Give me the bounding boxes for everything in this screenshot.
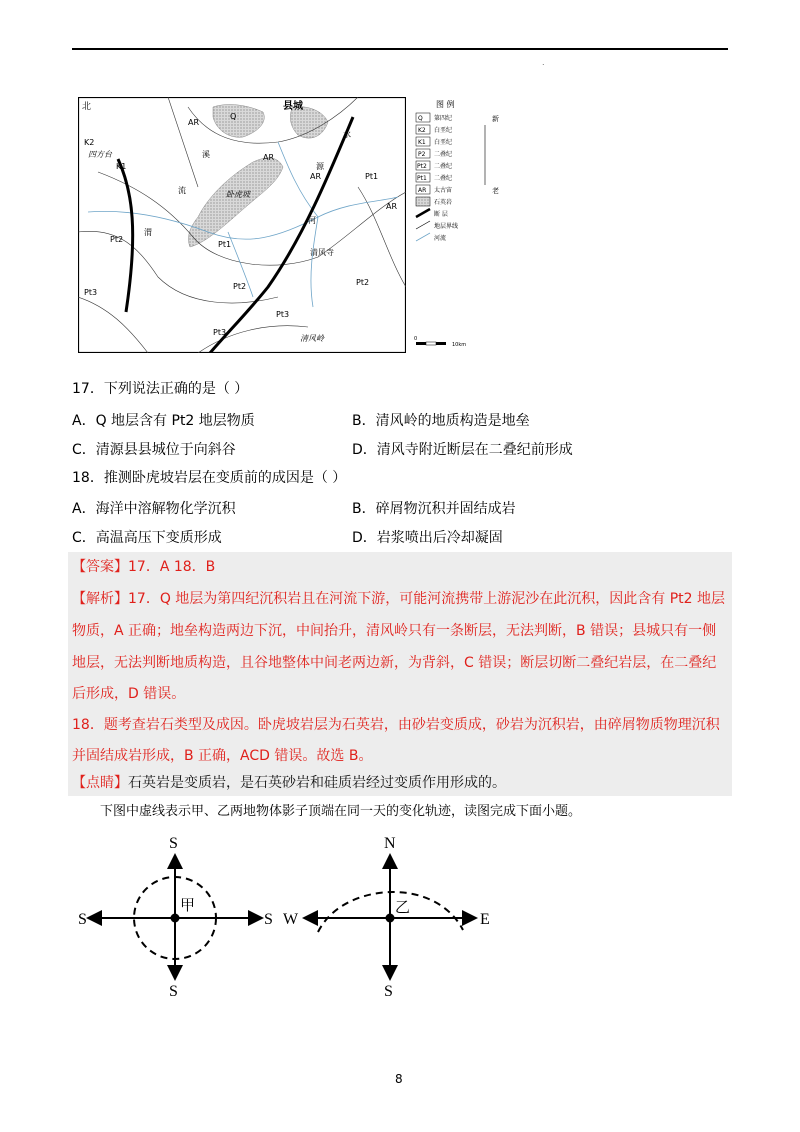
map-county-label: 县城 bbox=[283, 101, 303, 112]
svg-text:卧虎坡: 卧虎坡 bbox=[226, 190, 250, 199]
svg-text:K2: K2 bbox=[418, 127, 426, 134]
svg-text:清风寺: 清风寺 bbox=[310, 248, 334, 257]
svg-text:Q: Q bbox=[230, 112, 237, 121]
q17-option-a: A．Q 地层含有 Pt2 地层物质 bbox=[72, 413, 255, 429]
svg-text:AR: AR bbox=[263, 153, 275, 162]
svg-text:二叠纪: 二叠纪 bbox=[434, 151, 453, 158]
svg-text:AR: AR bbox=[418, 187, 427, 194]
svg-text:四方台: 四方台 bbox=[88, 150, 112, 159]
svg-text:二叠纪: 二叠纪 bbox=[434, 163, 453, 170]
svg-text:0: 0 bbox=[414, 336, 418, 342]
svg-text:AR: AR bbox=[386, 202, 398, 211]
comment-text: 石英岩是变质岩，是石英砂岩和硅质岩经过变质作用形成的。 bbox=[128, 775, 506, 791]
q18-option-a: A．海洋中溶解物化学沉积 bbox=[72, 501, 236, 517]
answer-text: 17．A 18．B bbox=[128, 559, 216, 575]
analysis-line-3: 地层，无法判断地质构造，且谷地整体中间老两边新，为背斜，C 错误；断层切断二叠纪岩层，在二叠纪 bbox=[72, 655, 717, 671]
svg-text:地层界线: 地层界线 bbox=[434, 223, 459, 230]
svg-text:K1: K1 bbox=[116, 162, 127, 171]
jia-bottom-label: S bbox=[169, 983, 178, 1000]
svg-text:10km: 10km bbox=[452, 342, 467, 348]
svg-text:第四纪: 第四纪 bbox=[434, 115, 453, 122]
svg-text:渭: 渭 bbox=[144, 228, 152, 237]
svg-text:老: 老 bbox=[492, 187, 499, 195]
svg-text:AR: AR bbox=[188, 118, 200, 127]
comment-tag: 【点睛】 bbox=[72, 775, 128, 791]
q18-option-d: D．岩浆喷出后冷却凝固 bbox=[352, 530, 503, 546]
map-legend bbox=[412, 97, 502, 353]
yi-right-label: E bbox=[480, 911, 490, 928]
header-rule bbox=[72, 48, 728, 50]
svg-text:图 例: 图 例 bbox=[436, 100, 455, 109]
svg-text:流: 流 bbox=[178, 186, 186, 195]
svg-text:K1: K1 bbox=[418, 139, 426, 146]
analysis-line-2: 物质，A 正确；地垒构造两边下沉，中间抬升，清风岭只有一条断层，无法判断，B 错误；县城只有一侧 bbox=[72, 623, 717, 639]
svg-text:P2: P2 bbox=[418, 151, 426, 158]
svg-text:太古宙: 太古宙 bbox=[434, 187, 453, 194]
analysis-line-5: 18．题考查岩石类型及成因。卧虎坡岩层为石英岩，由砂岩变质成，砂岩为沉积岩，由碎屑物质物理沉积 bbox=[72, 717, 720, 733]
analysis-line-4: 后形成，D 错误。 bbox=[72, 686, 186, 702]
svg-text:断 层: 断 层 bbox=[434, 211, 448, 218]
svg-text:水: 水 bbox=[343, 130, 351, 139]
svg-text:Pt1: Pt1 bbox=[218, 240, 232, 249]
svg-text:白垩纪: 白垩纪 bbox=[434, 127, 453, 134]
svg-text:新: 新 bbox=[492, 115, 499, 123]
svg-text:河: 河 bbox=[308, 216, 316, 225]
svg-text:溪: 溪 bbox=[202, 150, 210, 159]
header-mark: . bbox=[542, 58, 545, 67]
svg-text:Pt3: Pt3 bbox=[84, 288, 98, 297]
q17-option-b: B．清风岭的地质构造是地垒 bbox=[352, 413, 530, 429]
q18-stem: 18．推测卧虎坡岩层在变质前的成因是（ ） bbox=[72, 470, 347, 486]
answer-line bbox=[72, 557, 215, 577]
svg-text:Pt3: Pt3 bbox=[213, 328, 227, 337]
svg-text:AR: AR bbox=[310, 172, 322, 181]
svg-text:K2: K2 bbox=[84, 138, 95, 147]
q17-option-c: C．清源县县城位于向斜谷 bbox=[72, 442, 236, 458]
svg-text:Pt2: Pt2 bbox=[110, 235, 124, 244]
svg-text:Q: Q bbox=[418, 115, 423, 122]
jia-left-label: S bbox=[78, 911, 87, 928]
svg-text:源: 源 bbox=[316, 162, 324, 171]
page-number: 8 bbox=[395, 1072, 403, 1086]
analysis-line-1: 【解析】17．Q 地层为第四纪沉积岩且在河流下游，可能河流携带上游泥沙在此沉积，因此含有 Pt2 地层 bbox=[72, 591, 726, 607]
svg-text:石英岩: 石英岩 bbox=[434, 199, 453, 206]
analysis-line-6: 并固结成岩形成，B 正确，ACD 错误。故选 B。 bbox=[72, 748, 373, 764]
svg-text:河流: 河流 bbox=[434, 235, 447, 242]
yi-left-label: W bbox=[283, 911, 299, 928]
analysis-tag: 【解析】 bbox=[72, 591, 128, 607]
svg-text:Pt2: Pt2 bbox=[417, 163, 427, 170]
answer-tag: 【答案】 bbox=[72, 559, 128, 575]
yi-bottom-label: S bbox=[384, 983, 393, 1000]
shadow-track-figure bbox=[78, 830, 518, 1000]
q18-option-b: B．碎屑物沉积并固结成岩 bbox=[352, 501, 516, 517]
yi-label: 乙 bbox=[395, 898, 411, 916]
svg-text:Pt1: Pt1 bbox=[417, 175, 427, 182]
svg-text:二叠纪: 二叠纪 bbox=[434, 175, 453, 182]
svg-text:Pt1: Pt1 bbox=[365, 172, 379, 181]
q17-stem: 17．下列说法正确的是（ ） bbox=[72, 381, 249, 397]
svg-text:白垩纪: 白垩纪 bbox=[434, 139, 453, 146]
q17-option-d: D．清风寺附近断层在二叠纪前形成 bbox=[352, 442, 573, 458]
shadow-question-intro: 下图中虚线表示甲、乙两地物体影子顶端在同一天的变化轨迹，读图完成下面小题。 bbox=[100, 804, 582, 819]
jia-top-label: S bbox=[169, 835, 178, 852]
q18-option-c: C．高温高压下变质形成 bbox=[72, 530, 222, 546]
svg-text:Pt2: Pt2 bbox=[356, 278, 370, 287]
geologic-map bbox=[78, 97, 406, 353]
svg-text:Pt2: Pt2 bbox=[233, 282, 247, 291]
yi-top-label: N bbox=[384, 835, 396, 852]
jia-label: 甲 bbox=[180, 896, 196, 914]
comment-line bbox=[72, 773, 506, 793]
jia-right-label: S bbox=[264, 911, 273, 928]
map-north: 北 bbox=[82, 102, 92, 112]
svg-text:清风岭: 清风岭 bbox=[300, 334, 324, 343]
svg-text:Pt3: Pt3 bbox=[276, 310, 290, 319]
